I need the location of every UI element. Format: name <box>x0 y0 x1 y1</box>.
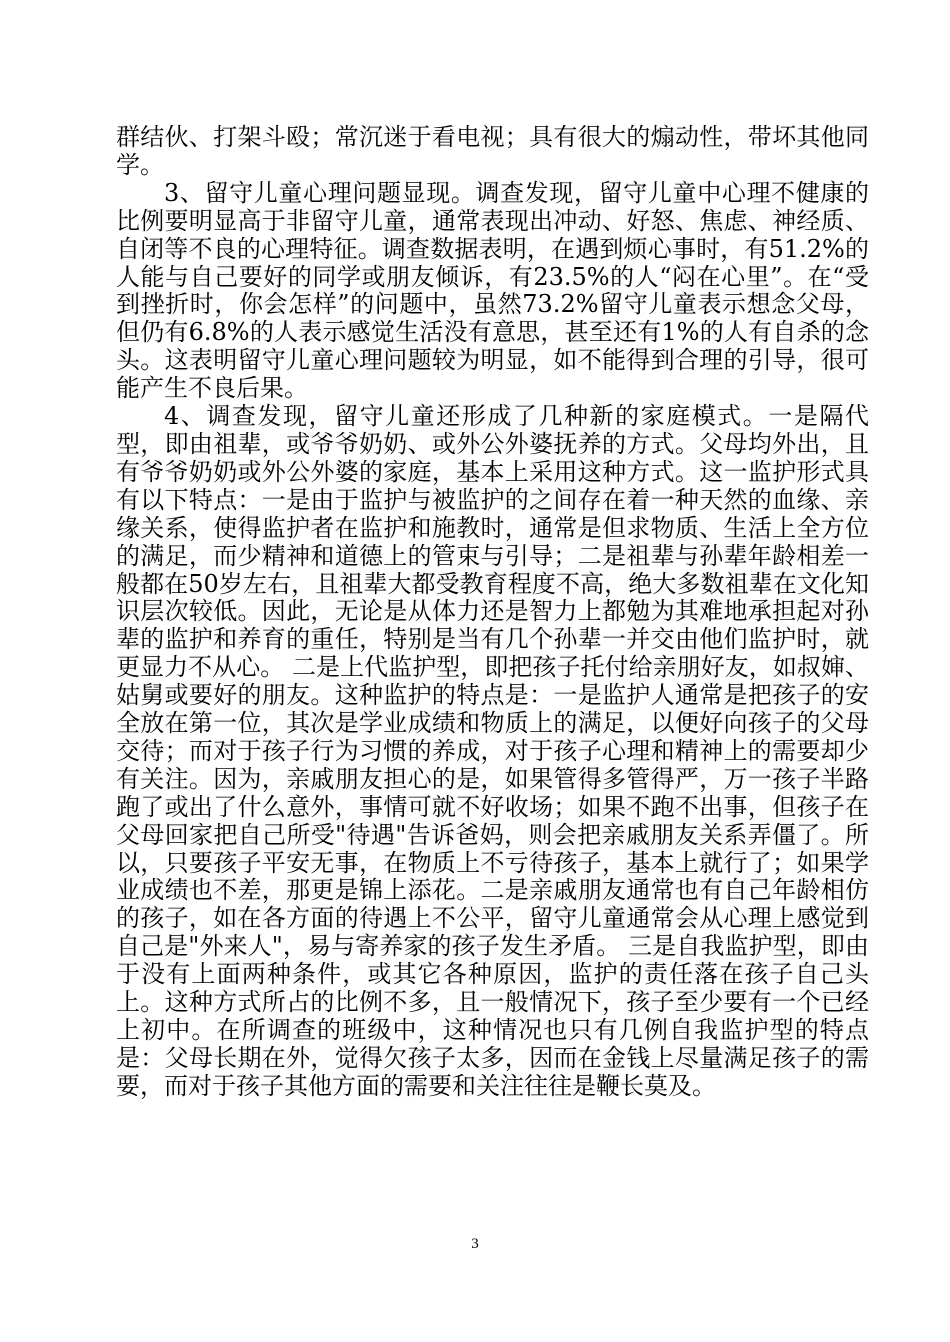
page-number: 3 <box>471 1236 479 1252</box>
paragraph-continuation: 群结伙、打架斗殴；常沉迷于看电视；具有很大的煽动性，带坏其他同学。 <box>116 123 869 179</box>
paragraph-family-models: 4、调查发现，留守儿童还形成了几种新的家庭模式。一是隔代型，即由祖辈，或爷爷奶奶、或外公外婆抚养的方式。父母均外出，且有爷爷奶奶或外公外婆的家庭，基本上采用这种方式。这一监护形式具有以下特点：一是由于监护与被监护的之间存在着一种天然的血缘、亲缘关系，使得监护者在监护和施教时，通常是但求物质、生活上全方位的满足，而少精神和道德上的管束与引导；二是祖辈与孙辈年龄相差一般都在50岁左右，且祖辈大都受教育程度不高，绝大多数祖辈在文化知识层次较低。因此，无论是从体力还是智力上都勉为其难地承担起对孙辈的监护和养育的重任，特别是当有几个孙辈一并交由他们监护时，就更显力不从心。 二是上代监护型，即把孩子托付给亲朋好友，如叔婶、姑舅或要好的朋友。这种监护的特点是：一是监护人通常是把孩子的安全放在第一位，其次是学业成绩和物质上的满足，以便好向孩子的父母交待；而对于孩子行为习惯的养成，对于孩子心理和精神上的需要却少有关注。因为，亲戚朋友担心的是，如果管得多管得严，万一孩子半路跑了或出了什么意外，事情可就不好收场；如果不跑不出事，但孩子在父母回家把自己所受"待遇"告诉爸妈，则会把亲戚朋友关系弄僵了。所以，只要孩子平安无事，在物质上不亏待孩子，基本上就行了；如果学业成绩也不差，那更是锦上添花。二是亲戚朋友通常也有自己年龄相仿的孩子，如在各方面的待遇上不公平，留守儿童通常会从心理上感觉到自己是"外来人"，易与寄养家的孩子发生矛盾。 三是自我监护型，即由于没有上面两种条件，或其它各种原因，监护的责任落在孩子自己头上。这种方式所占的比例不多，且一般情况下，孩子至少要有一个已经上初中。在所调查的班级中，这种情况也只有几例自我监护型的特点是：父母长期在外，觉得欠孩子太多，因而在金钱上尽量满足孩子的需要，而对于孩子其他方面的需要和关注往往是鞭长莫及。 <box>116 402 869 1100</box>
paragraph-psychology-issues: 3、留守儿童心理问题显现。调查发现，留守儿童中心理不健康的比例要明显高于非留守儿童，通常表现出冲动、好怒、焦虑、神经质、自闭等不良的心理特征。调查数据表明，在遇到烦心事时，有51.2%的人能与自己要好的同学或朋友倾诉，有23.5%的人“闷在心里”。在“受到挫折时，你会怎样”的问题中，虽然73.2%留守儿童表示想念父母，但仍有6.8%的人表示感觉生活没有意思，甚至还有1%的人有自杀的念头。这表明留守儿童心理问题较为明显，如不能得到合理的引导，很可能产生不良后果。 <box>116 178 869 403</box>
document-page <box>116 124 869 1101</box>
